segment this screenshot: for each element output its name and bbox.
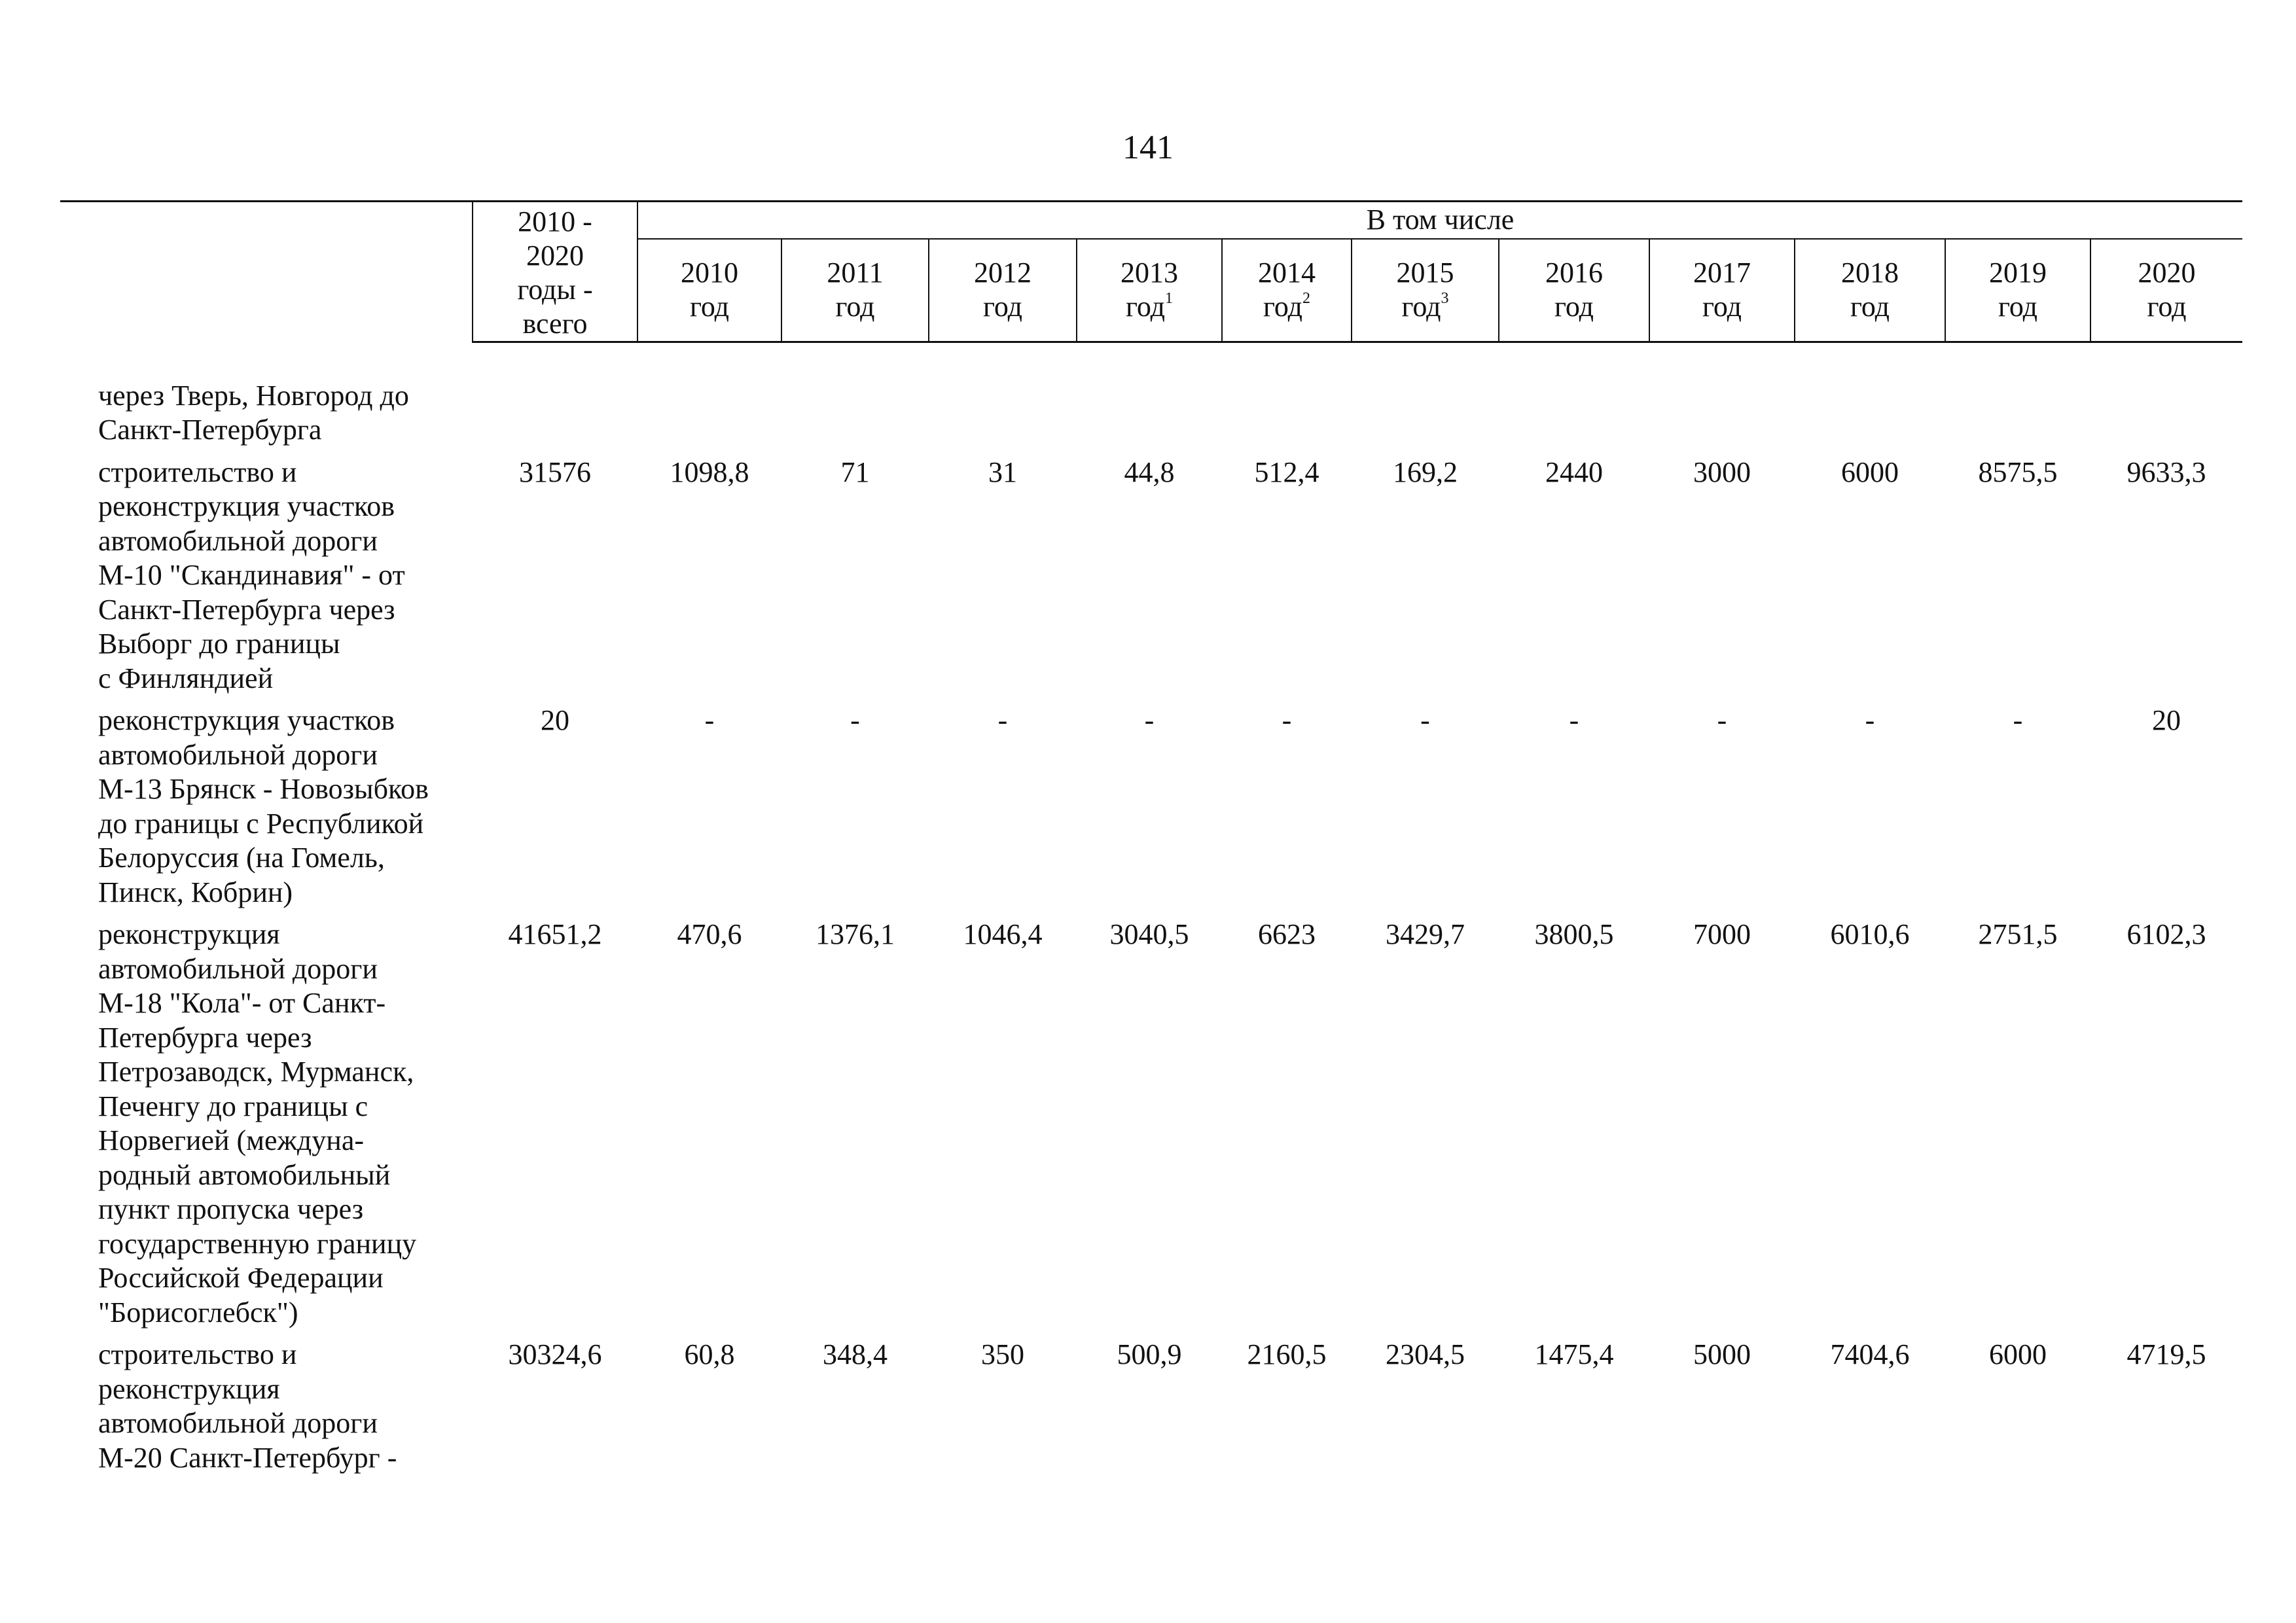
header-year-6 (1499, 239, 1649, 342)
row-description-line: М-20 Санкт-Петербург - (98, 1441, 397, 1474)
header-year-label: 2020 (2138, 257, 2196, 289)
row-value (2090, 342, 2242, 455)
table-row (60, 704, 2242, 918)
header-year-label: 2018 (1841, 257, 1899, 289)
header-year-3 (1077, 239, 1222, 342)
row-value: - (850, 704, 860, 736)
row-value: 6102,3 (2126, 918, 2206, 950)
row-description-line: автомобильной дороги (98, 738, 378, 771)
row-value: 60,8 (684, 1338, 735, 1370)
header-year-unit-text: год (1702, 291, 1742, 323)
header-year-unit-text: год (1401, 291, 1441, 323)
row-description-line: Санкт-Петербурга (98, 414, 322, 446)
row-value: 3800,5 (1534, 918, 1614, 950)
row-value: 5000 (1693, 1338, 1751, 1370)
table-row (60, 1338, 2242, 1483)
row-description-line: пункт пропуска через (98, 1193, 364, 1225)
row-value (1795, 342, 1945, 455)
row-value: 9633,3 (2126, 455, 2206, 488)
row-value: - (997, 704, 1008, 736)
row-value: 2304,5 (1386, 1338, 1465, 1370)
header-total-col (473, 202, 637, 342)
table-row (60, 918, 2242, 1338)
row-value: 6000 (1989, 1338, 2047, 1370)
row-value: 2160,5 (1247, 1338, 1327, 1370)
row-value: - (704, 704, 715, 736)
footnote-marker: 3 (1441, 290, 1449, 308)
row-value: 1046,4 (963, 918, 1043, 950)
row-description-line: строительство и (98, 455, 297, 488)
row-description-line: М-13 Брянск - Новозыбков (98, 773, 429, 805)
header-year-label: 2016 (1545, 257, 1603, 289)
header-year-5 (1352, 239, 1499, 342)
row-description (60, 1338, 473, 1483)
row-description-line: строительство и (98, 1338, 297, 1370)
row-value (637, 342, 781, 455)
header-year-label: 2011 (827, 257, 884, 289)
row-description (60, 704, 473, 918)
row-description-line: государственную границу (98, 1227, 417, 1260)
row-value: 1475,4 (1534, 1338, 1614, 1370)
row-description-line: Печенгу до границы с (98, 1090, 368, 1122)
row-description-line: Пинск, Кобрин) (98, 876, 293, 908)
header-year-10 (2090, 239, 2242, 342)
row-value (1222, 342, 1352, 455)
row-value: 1376,1 (816, 918, 895, 950)
row-value: 3000 (1693, 455, 1751, 488)
row-value: 500,9 (1117, 1338, 1182, 1370)
header-year-7 (1649, 239, 1795, 342)
row-value (1352, 342, 1499, 455)
header-year-unit (1795, 290, 1945, 324)
header-year-unit-text: год (835, 291, 875, 323)
header-year-unit-text: год (2147, 291, 2187, 323)
header-year-9 (1945, 239, 2090, 342)
row-value: - (1569, 704, 1579, 736)
header-year-1 (781, 239, 929, 342)
row-value: 7404,6 (1830, 1338, 1910, 1370)
table-body (60, 342, 2242, 1484)
row-description-line: М-10 "Скандинавия" - от (98, 559, 405, 591)
row-description-line: автомобильной дороги (98, 952, 378, 985)
row-total: 30324,6 (508, 1338, 602, 1370)
row-description-line: Выборг до границы (98, 628, 340, 660)
row-value: 7000 (1693, 918, 1751, 950)
header-year-unit-text: год (982, 291, 1023, 323)
row-value (1945, 342, 2090, 455)
header-total-line: всего (522, 308, 588, 340)
header-year-label: 2010 (681, 257, 738, 289)
row-value (1077, 342, 1222, 455)
row-description-line: "Борисоглебск") (98, 1296, 298, 1329)
header-year-unit (782, 290, 928, 324)
header-year-label: 2017 (1693, 257, 1751, 289)
row-description-line: Санкт-Петербурга через (98, 593, 395, 626)
row-description-line: через Тверь, Новгород до (98, 379, 409, 412)
row-value: 6000 (1841, 455, 1899, 488)
financing-table-wrapper (60, 200, 2242, 1483)
header-year-4 (1222, 239, 1352, 342)
header-year-unit (1223, 290, 1351, 324)
row-value (929, 342, 1077, 455)
row-value (781, 342, 929, 455)
row-total: 20 (541, 704, 569, 736)
row-description (60, 342, 473, 455)
header-year-unit-text: год (689, 291, 730, 323)
header-year-unit (1650, 290, 1794, 324)
row-description (60, 455, 473, 704)
header-group-label: В том числе (637, 202, 2242, 239)
header-year-unit (1352, 290, 1498, 324)
row-value: 512,4 (1254, 455, 1319, 488)
row-value: 6623 (1258, 918, 1316, 950)
header-total-line: 2010 - (518, 205, 592, 238)
header-year-unit (638, 290, 781, 324)
row-value: - (2013, 704, 2023, 736)
header-year-unit-text: год (1850, 291, 1890, 323)
table-row (60, 455, 2242, 704)
row-description-line: автомобильной дороги (98, 1407, 378, 1439)
header-year-label: 2015 (1396, 257, 1454, 289)
row-value: 470,6 (677, 918, 742, 950)
row-value: - (1144, 704, 1155, 736)
financing-table (60, 200, 2242, 1483)
row-description-line: М-18 "Кола"- от Санкт- (98, 987, 386, 1019)
header-year-2 (929, 239, 1077, 342)
header-year-label: 2013 (1121, 257, 1178, 289)
row-value: 71 (840, 455, 870, 488)
row-total (473, 342, 637, 455)
row-value: 20 (2152, 704, 2181, 736)
row-total: 41651,2 (508, 918, 602, 950)
row-value: 6010,6 (1830, 918, 1910, 950)
row-total: 31576 (519, 455, 591, 488)
row-description-line: реконструкция (98, 918, 280, 950)
row-value: 1098,8 (670, 455, 749, 488)
row-value: - (1717, 704, 1727, 736)
row-description (60, 918, 473, 1338)
header-total-line: годы - (517, 274, 593, 306)
header-year-unit (1499, 290, 1649, 324)
row-description-line: Белоруссия (на Гомель, (98, 842, 385, 874)
header-year-label: 2019 (1989, 257, 2047, 289)
header-year-unit (1946, 290, 2090, 324)
header-year-0 (637, 239, 781, 342)
header-year-8 (1795, 239, 1945, 342)
row-value: 3040,5 (1109, 918, 1189, 950)
row-value: 31 (988, 455, 1017, 488)
row-value: 3429,7 (1386, 918, 1465, 950)
row-description-line: с Финляндией (98, 662, 274, 694)
row-value: 8575,5 (1978, 455, 2058, 488)
row-value: 2440 (1545, 455, 1603, 488)
row-description-line: Петрозаводск, Мурманск, (98, 1056, 414, 1088)
row-value: 2751,5 (1978, 918, 2058, 950)
row-description-line: Петербурга через (98, 1021, 312, 1054)
header-year-unit (929, 290, 1076, 324)
page-number: 141 (1122, 129, 1174, 166)
header-year-unit-text: год (1554, 291, 1594, 323)
footnote-marker: 1 (1165, 290, 1174, 308)
row-description-line: автомобильной дороги (98, 524, 378, 557)
row-value (1499, 342, 1649, 455)
row-description-line: до границы с Республикой (98, 807, 424, 840)
row-description-line: родный автомобильный (98, 1158, 391, 1191)
header-year-label: 2012 (974, 257, 1031, 289)
row-value: 169,2 (1393, 455, 1458, 488)
row-description-line: реконструкция участков (98, 704, 395, 736)
header-row-group (60, 202, 2242, 239)
header-blank-cell (60, 202, 473, 342)
header-year-unit (2091, 290, 2242, 324)
row-value: 350 (981, 1338, 1024, 1370)
row-description-line: Норвегией (междуна- (98, 1124, 365, 1156)
row-value: - (1865, 704, 1875, 736)
row-value: 348,4 (823, 1338, 888, 1370)
row-value (1649, 342, 1795, 455)
row-value: - (1282, 704, 1292, 736)
row-value: 44,8 (1124, 455, 1175, 488)
header-total-line: 2020 (526, 240, 584, 272)
header-year-unit-text: год (1998, 291, 2038, 323)
header-year-unit (1077, 290, 1221, 324)
row-description-line: реконструкция (98, 1372, 280, 1405)
footnote-marker: 2 (1302, 290, 1311, 308)
header-year-label: 2014 (1258, 257, 1316, 289)
row-value: 4719,5 (2126, 1338, 2206, 1370)
row-description-line: Российской Федерации (98, 1262, 384, 1294)
header-year-unit-text: год (1125, 291, 1166, 323)
header-year-unit-text: год (1263, 291, 1303, 323)
row-value: - (1420, 704, 1430, 736)
table-row (60, 342, 2242, 455)
row-description-line: реконструкция участков (98, 490, 395, 522)
